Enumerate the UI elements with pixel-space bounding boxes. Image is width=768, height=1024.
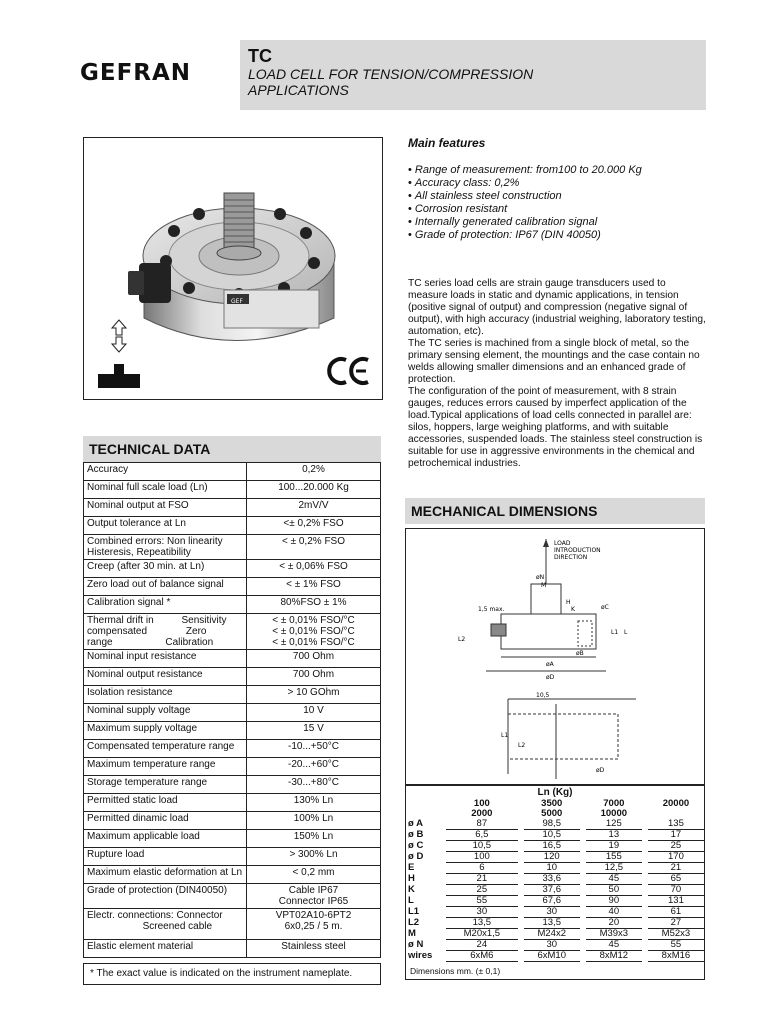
table-row — [406, 918, 704, 929]
dimension-key: L — [408, 895, 414, 906]
product-photo — [83, 137, 383, 400]
spec-label: Nominal input resistance — [84, 650, 247, 668]
spec-value: -20...+60°C — [247, 758, 381, 776]
spec-label: Nominal output at FSO — [84, 499, 247, 517]
dimensions-table-title: Ln (Kg) — [537, 787, 573, 798]
table-row — [84, 578, 381, 596]
table-row — [84, 463, 381, 481]
svg-text:K: K — [571, 606, 575, 613]
spec-value: 2mV/V — [247, 499, 381, 517]
dimension-value: 120 — [524, 852, 580, 863]
dimension-value: 10,5 — [524, 830, 580, 841]
svg-text:L1: L1 — [501, 732, 509, 739]
dimension-value: M52x3 — [648, 929, 704, 940]
description-paragraph: The TC series is machined from a single block of metal, so the primary sensing element, the mountings and the case contain no welds allowing smaller dimensions and an enhanced grade of protection. — [408, 338, 700, 385]
column-header: 20000 — [662, 798, 690, 809]
dimension-value: 55 — [648, 940, 704, 951]
dimension-value: 16,5 — [524, 841, 580, 852]
features-title: Main features — [408, 136, 486, 150]
dimension-value: 67,6 — [524, 896, 580, 907]
dimension-value: M20x1,5 — [446, 929, 518, 940]
table-row — [406, 830, 704, 841]
dimension-value: 170 — [648, 852, 704, 863]
dimension-key: ø A — [408, 818, 423, 830]
spec-label: Permitted dinamic load — [84, 812, 247, 830]
dimension-value: 6,5 — [446, 830, 518, 841]
dimension-value: 70 — [648, 885, 704, 896]
dimension-key: E — [408, 862, 415, 873]
load-block-icon — [98, 364, 140, 388]
svg-text:INTRODUCTION: INTRODUCTION — [554, 547, 601, 554]
spec-label: Thermal drift in Sensitivity compensated Zero range Calibration — [84, 614, 247, 650]
column-header: 10000 — [600, 808, 628, 819]
dimension-value: 21 — [648, 863, 704, 874]
table-row — [84, 596, 381, 614]
dimension-value: 21 — [446, 874, 518, 885]
table-row — [406, 852, 704, 863]
spec-label: Grade of protection (DIN40050) — [84, 884, 247, 909]
dimension-value: 55 — [446, 896, 518, 907]
dimension-value: 13,5 — [446, 918, 518, 929]
spec-label: Maximum applicable load — [84, 830, 247, 848]
table-row — [84, 758, 381, 776]
product-code: TC — [248, 46, 272, 66]
table-row — [84, 740, 381, 758]
dimension-value: 8xM16 — [648, 951, 704, 962]
table-row — [84, 884, 381, 909]
dimension-value: 24 — [446, 940, 518, 951]
table-row — [406, 896, 704, 907]
description-paragraph: TC series load cells are strain gauge transducers used to measure loads in static and dynamic applications, in tension (positive signal of output) and compression (negative signal of output), with high accuracy (industrial weighing, laboratory testing, automation, etc). — [408, 278, 706, 337]
dimension-value: 65 — [648, 874, 704, 885]
spec-label: Permitted static load — [84, 794, 247, 812]
load-cell-illustration — [84, 138, 382, 399]
dimension-key: H — [408, 873, 415, 884]
main-features — [408, 136, 708, 242]
dimension-key: K — [408, 884, 415, 895]
dimension-key: ø N — [408, 939, 424, 950]
description-paragraph: The configuration of the point of measurement, with 8 strain gauges, reduces errors caused by imperfect application of the load.Typical applications of load cells connected in parallel are: silos, hoppers, large weighing platforms, and with suitable accessories, suspended loads. The stainless steel construction is suitable for use in aggressive environments in the chemical and petrochemical industries. — [408, 386, 703, 469]
dimension-value: 33,6 — [524, 874, 580, 885]
table-row — [406, 951, 704, 962]
spec-value: 80%FSO ± 1% — [247, 596, 381, 614]
list-item: • Corrosion resistant — [408, 203, 708, 216]
svg-text:DIRECTION: DIRECTION — [554, 554, 588, 561]
table-row — [406, 929, 704, 940]
spec-value: < 0,2 mm — [247, 866, 381, 884]
table-row — [84, 794, 381, 812]
dimension-key: ø C — [408, 840, 424, 851]
spec-value: 15 V — [247, 722, 381, 740]
table-row — [406, 907, 704, 918]
list-item: • Grade of protection: IP67 (DIN 40050) — [408, 229, 708, 242]
dimension-value: 155 — [586, 852, 642, 863]
spec-value: < ± 0,01% FSO/°C < ± 0,01% FSO/°C < ± 0,01% FSO/°C — [247, 614, 381, 650]
dimension-value: M39x3 — [586, 929, 642, 940]
dimension-drawing — [406, 529, 704, 785]
dimension-value: 45 — [586, 874, 642, 885]
list-item: • Internally generated calibration signal — [408, 216, 708, 229]
table-row — [406, 940, 704, 951]
dimension-value: 37,6 — [524, 885, 580, 896]
svg-text:øN: øN — [536, 574, 545, 581]
spec-value: 100...20.000 Kg — [247, 481, 381, 499]
dimension-value: 27 — [648, 918, 704, 929]
list-item: • Accuracy class: 0,2% — [408, 177, 708, 190]
dimension-key: ø D — [408, 851, 424, 862]
spec-label: Output tolerance at Ln — [84, 517, 247, 535]
dimension-value: 30 — [524, 940, 580, 951]
table-row — [84, 704, 381, 722]
spec-value: 130% Ln — [247, 794, 381, 812]
spec-value: -30...+80°C — [247, 776, 381, 794]
table-row — [84, 535, 381, 560]
spec-label: Rupture load — [84, 848, 247, 866]
dimension-key: wires — [408, 950, 433, 961]
dimension-value: 100 — [446, 852, 518, 863]
mechanical-drawing — [405, 528, 705, 786]
dimension-value: 90 — [586, 896, 642, 907]
column-header: 2000 — [471, 808, 493, 819]
spec-value: > 10 GOhm — [247, 686, 381, 704]
column-header: 100 — [473, 798, 490, 809]
spec-label: Combined errors: Non linearity Histeresis, Repeatibility — [84, 535, 247, 560]
column-header: 7000 — [603, 798, 625, 809]
table-row — [84, 848, 381, 866]
nameplate-note: * The exact value is indicated on the instrument nameplate. — [83, 963, 381, 985]
arrow-down-icon — [112, 337, 126, 352]
product-subtitle-1: LOAD CELL FOR TENSION/COMPRESSION — [248, 66, 534, 82]
product-subtitle-2: APPLICATIONS — [248, 82, 349, 98]
dimension-key: L1 — [408, 906, 420, 917]
dimension-value: 19 — [586, 841, 642, 852]
dimension-value: 61 — [648, 907, 704, 918]
spec-label: Nominal output resistance — [84, 668, 247, 686]
svg-text:10,5: 10,5 — [536, 692, 550, 699]
dimension-value: 6 — [446, 863, 518, 874]
spec-value: Cable IP67 Connector IP65 — [247, 884, 381, 909]
column-header: 5000 — [541, 808, 563, 819]
spec-value: 0,2% — [247, 463, 381, 481]
spec-label: Nominal full scale load (Ln) — [84, 481, 247, 499]
table-row — [84, 614, 381, 650]
dimension-value: 13 — [586, 830, 642, 841]
table-row — [84, 517, 381, 535]
spec-value: < ± 0,2% FSO — [247, 535, 381, 560]
svg-text:øD: øD — [596, 767, 605, 774]
dimension-key: ø B — [408, 829, 424, 840]
dimension-value: 30 — [524, 907, 580, 918]
spec-label: Compensated temperature range — [84, 740, 247, 758]
spec-label: Accuracy — [84, 463, 247, 481]
dimension-value: 10 — [524, 863, 580, 874]
spec-value: Stainless steel — [247, 940, 381, 958]
dimension-value: 87 — [446, 819, 518, 830]
arrow-up-icon — [112, 320, 126, 335]
table-row — [84, 481, 381, 499]
load-direction-label: LOAD — [554, 540, 571, 547]
spec-label: Elastic element material — [84, 940, 247, 958]
spec-label: Zero load out of balance signal — [84, 578, 247, 596]
svg-text:L: L — [624, 629, 628, 636]
svg-text:øC: øC — [601, 604, 609, 611]
dimension-key: L2 — [408, 917, 420, 928]
technical-data-table — [83, 462, 381, 958]
table-row — [84, 650, 381, 668]
table-row — [84, 909, 381, 940]
spec-label: Creep (after 30 min. at Ln) — [84, 560, 247, 578]
svg-text:øB: øB — [576, 650, 584, 657]
spec-value: 700 Ohm — [247, 668, 381, 686]
spec-label: Maximum elastic deformation at Ln — [84, 866, 247, 884]
dimension-value: 135 — [648, 819, 704, 830]
dimension-value: 17 — [648, 830, 704, 841]
table-row — [84, 499, 381, 517]
dimension-value: 20 — [586, 918, 642, 929]
dimension-value: 40 — [586, 907, 642, 918]
dimension-value: 25 — [648, 841, 704, 852]
features-list — [408, 164, 708, 242]
spec-label: Storage temperature range — [84, 776, 247, 794]
spec-value: 700 Ohm — [247, 650, 381, 668]
table-row — [406, 863, 704, 874]
spec-value: < ± 1% FSO — [247, 578, 381, 596]
table-row — [406, 874, 704, 885]
dimension-key: M — [408, 928, 416, 939]
dimension-value: 6xM6 — [446, 951, 518, 962]
spec-label: Maximum temperature range — [84, 758, 247, 776]
svg-text:L2: L2 — [518, 742, 526, 749]
spec-value: > 300% Ln — [247, 848, 381, 866]
dimension-value: 10,5 — [446, 841, 518, 852]
technical-data-header: TECHNICAL DATA — [83, 436, 381, 462]
dimension-value: 45 — [586, 940, 642, 951]
table-row — [84, 686, 381, 704]
svg-text:GEF: GEF — [231, 298, 243, 305]
dimension-value: 12,5 — [586, 863, 642, 874]
svg-text:øD: øD — [546, 674, 555, 681]
svg-text:L2: L2 — [458, 636, 466, 643]
table-row — [406, 841, 704, 852]
dimension-value: 50 — [586, 885, 642, 896]
spec-label: Nominal supply voltage — [84, 704, 247, 722]
dimensions-table-box — [405, 784, 705, 980]
svg-text:øA: øA — [546, 661, 554, 668]
spec-value: 100% Ln — [247, 812, 381, 830]
description — [408, 278, 708, 470]
dimension-value: 125 — [586, 819, 642, 830]
table-row — [84, 722, 381, 740]
column-header: 3500 — [541, 798, 563, 809]
dimension-value: 25 — [446, 885, 518, 896]
dimension-value: 6xM10 — [524, 951, 580, 962]
table-row — [84, 940, 381, 958]
table-row — [84, 830, 381, 848]
svg-text:M: M — [541, 582, 547, 589]
dimensions-footnote: Dimensions mm. (± 0,1) — [410, 966, 501, 976]
dimension-value: M24x2 — [524, 929, 580, 940]
spec-value: 150% Ln — [247, 830, 381, 848]
list-item: • Range of measurement: from100 to 20.000 Kg — [408, 164, 708, 177]
svg-text:1,5 max.: 1,5 max. — [478, 606, 505, 613]
title-box — [240, 40, 706, 110]
dimensions-table — [406, 799, 704, 962]
list-item: • All stainless steel construction — [408, 190, 708, 203]
dimension-value: 13,5 — [524, 918, 580, 929]
mechanical-dimensions-header: MECHANICAL DIMENSIONS — [405, 498, 705, 524]
spec-value: -10...+50°C — [247, 740, 381, 758]
spec-value: VPT02A10-6PT2 6x0,25 / 5 m. — [247, 909, 381, 940]
dimension-value: 98,5 — [524, 819, 580, 830]
brand-logo: GEFRAN — [80, 60, 192, 86]
spec-label: Electr. connections: Connector Screened cable — [84, 909, 247, 940]
table-row — [84, 776, 381, 794]
spec-label: Calibration signal * — [84, 596, 247, 614]
table-row — [406, 819, 704, 830]
svg-text:H: H — [566, 599, 571, 606]
dimension-value: 131 — [648, 896, 704, 907]
spec-value: <± 0,2% FSO — [247, 517, 381, 535]
table-row — [84, 668, 381, 686]
table-row — [406, 885, 704, 896]
dimension-value: 8xM12 — [586, 951, 642, 962]
svg-text:L1: L1 — [611, 629, 619, 636]
spec-label: Isolation resistance — [84, 686, 247, 704]
table-row — [84, 866, 381, 884]
dimension-value: 30 — [446, 907, 518, 918]
spec-label: Maximum supply voltage — [84, 722, 247, 740]
table-row — [84, 560, 381, 578]
spec-value: 10 V — [247, 704, 381, 722]
spec-value: < ± 0,06% FSO — [247, 560, 381, 578]
table-row — [84, 812, 381, 830]
ce-mark-icon — [329, 359, 368, 383]
